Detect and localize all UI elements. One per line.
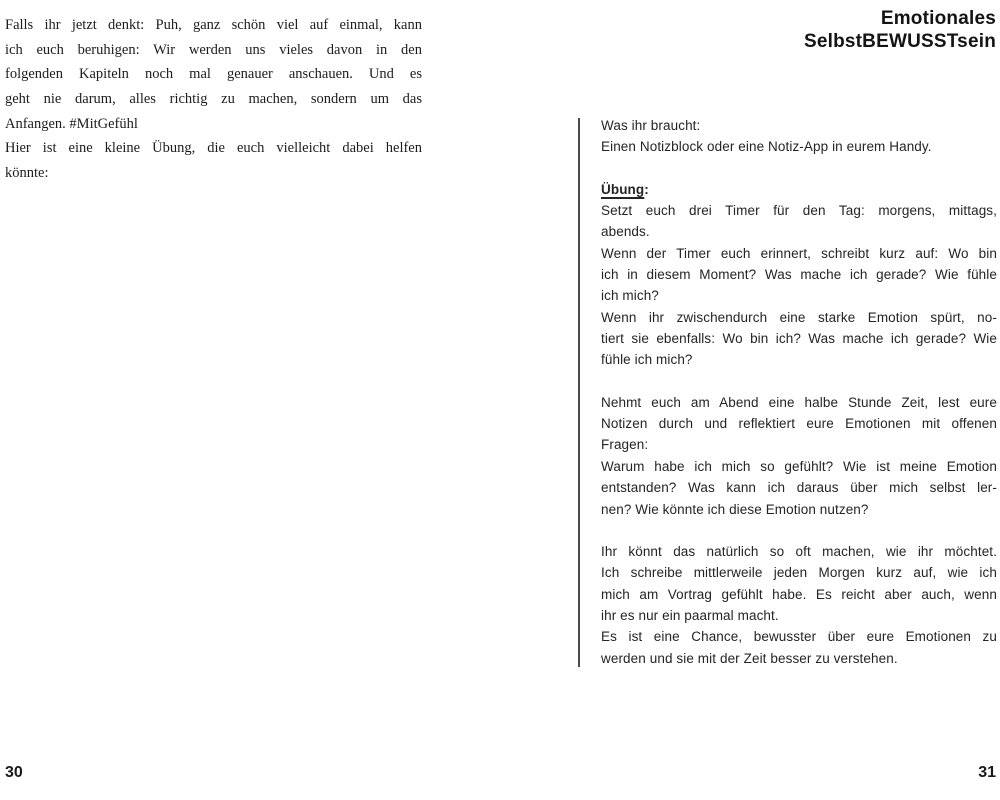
text-line: Es ist eine Chance, bewusster über eure Emotionen zu — [601, 629, 997, 645]
text-line: mich am Vortrag gefühlt habe. Es reicht aber auch, wenn — [601, 586, 997, 602]
text-line: abends. — [601, 224, 650, 240]
exercise-heading-colon: : — [644, 181, 649, 197]
text-line: Notizen durch und reflektiert eure Emotionen mit offenen — [601, 416, 997, 432]
text-line: fühle ich mich? — [601, 352, 693, 368]
text-line: ich mich? — [601, 288, 659, 304]
text-line: Nehmt euch am Abend eine halbe Stunde Zeit, lest eure — [601, 394, 997, 410]
text-line: Ich schreibe mittlerweile jeden Morgen kurz auf, wie ich — [601, 565, 997, 581]
text-line: nen? Wie könnte ich diese Emotion nutzen? — [601, 501, 869, 517]
text-line: Anfangen. #MitGefühl — [5, 115, 138, 132]
page-number-left: 30 — [5, 764, 23, 781]
text-line: entstanden? Was kann ich daraus über mich selbst ler- — [601, 480, 997, 496]
text-line: tiert sie ebenfalls: Wo bin ich? Was mache ich gerade? Wie — [601, 331, 997, 347]
exercise-rule — [578, 118, 580, 667]
text-line: Was ihr braucht: — [601, 118, 701, 133]
chapter-title-line1: Emotionales — [880, 8, 996, 29]
text-line: geht nie darum, alles richtig zu machen, sondern um das — [5, 91, 422, 108]
left-page-paragraph — [5, 13, 422, 186]
text-line: ich euch beruhigen: Wir werden uns vieles davon in den — [5, 41, 422, 58]
exercise-heading-label: Übung — [601, 181, 645, 197]
text-line: Warum habe ich mich so gefühlt? Wie ist meine Emotion — [601, 458, 997, 474]
text-line: Falls ihr jetzt denkt: Puh, ganz schön viel auf einmal, kann — [5, 17, 422, 33]
text-line: werden und sie mit der Zeit besser zu verstehen. — [601, 650, 898, 666]
exercise-paragraph — [601, 115, 997, 158]
chapter-title-line2: SelbstBEWUSSTsein — [803, 30, 996, 52]
text-line: Einen Notizblock oder eine Notiz-App in eurem Handy. — [601, 139, 932, 155]
text-line: ihr es nur ein paarmal macht. — [601, 607, 779, 623]
text-line: Hier ist eine kleine Übung, die euch vielleicht dabei helfen — [5, 140, 422, 157]
chapter-title — [576, 8, 996, 53]
exercise-paragraph — [601, 392, 997, 520]
text-line: Wenn der Timer euch erinnert, schreibt kurz auf: Wo bin — [601, 245, 997, 261]
text-line: Wenn ihr zwischendurch eine starke Emotion spürt, no- — [601, 309, 997, 325]
text-line: ich in diesem Moment? Was mache ich gerade? Wie fühle — [601, 267, 997, 283]
text-line: Ihr könnt das natürlich so oft machen, wie ihr möchtet. — [601, 543, 997, 559]
exercise-paragraph — [601, 200, 997, 371]
exercise-text-column — [601, 115, 997, 669]
text-line: Fragen: — [601, 437, 649, 453]
text-line: könnte: — [5, 165, 49, 182]
text-line: Setzt euch drei Timer für den Tag: morgens, mittags, — [601, 203, 997, 219]
page-number-right: 31 — [978, 764, 996, 781]
exercise-paragraph — [601, 541, 997, 669]
text-line: folgenden Kapiteln noch mal genauer anschauen. Und es — [5, 66, 422, 83]
exercise-heading — [601, 179, 997, 200]
